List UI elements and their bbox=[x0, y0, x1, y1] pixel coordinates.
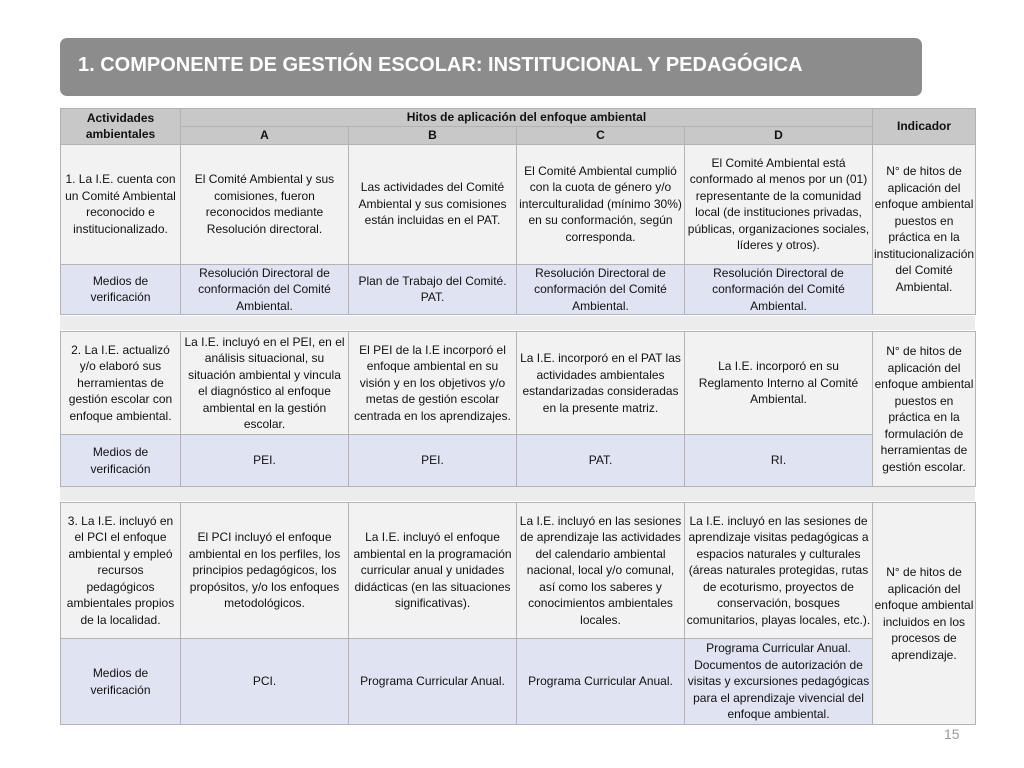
medios-c-cell: Resolución Directoral de conformación del Comité Ambiental. bbox=[517, 264, 685, 315]
header-letters-row bbox=[61, 127, 976, 145]
hito-d-cell: La I.E. incluyó en las sesiones de aprendizaje visitas pedagógicas a espacios naturales y culturales (áreas naturales protegidas, rutas de ecoturismo, proyectos de conservación, bosques comunitarios, playas locales, etc.). bbox=[685, 503, 873, 639]
medios-a-cell: Resolución Directoral de conformación del Comité Ambiental. bbox=[181, 264, 349, 315]
hito-a-cell: El Comité Ambiental y sus comisiones, fueron reconocidos mediante Resolución directoral. bbox=[181, 144, 349, 264]
title-bar bbox=[60, 38, 922, 96]
medios-label-cell: Medios de verificación bbox=[61, 639, 181, 725]
header-indicador: Indicador bbox=[873, 109, 976, 145]
hito-d-cell: La I.E. incorporó en su Reglamento Interno al Comité Ambiental. bbox=[685, 332, 873, 435]
header-col-b: B bbox=[349, 127, 517, 145]
header-col-c: C bbox=[517, 127, 685, 145]
block-separator bbox=[60, 316, 975, 330]
hito-d-cell: El Comité Ambiental está conformado al menos por un (01) representante de la comunidad local (de instituciones privadas, públicas, organizaciones sociales, líderes y otros). bbox=[685, 144, 873, 264]
header-col-a: A bbox=[181, 127, 349, 145]
header-hitos: Hitos de aplicación del enfoque ambiental bbox=[181, 109, 873, 127]
indicador-cell: N° de hitos de aplicación del enfoque ambiental puestos en práctica en la formulación de herramientas de gestión escolar. bbox=[873, 332, 976, 487]
table-block-1 bbox=[60, 108, 976, 315]
medios-label-cell: Medios de verificación bbox=[61, 264, 181, 315]
medios-b-cell: Plan de Trabajo del Comité. PAT. bbox=[349, 264, 517, 315]
header-col-d: D bbox=[685, 127, 873, 145]
medios-b-cell: Programa Curricular Anual. bbox=[349, 639, 517, 725]
page-title: 1. COMPONENTE DE GESTIÓN ESCOLAR: INSTITUCIONAL Y PEDAGÓGICA bbox=[78, 54, 803, 76]
medios-row bbox=[61, 639, 976, 725]
header-row bbox=[61, 109, 976, 127]
hito-b-cell: La I.E. incluyó el enfoque ambiental en la programación curricular anual y unidades didácticas (en las situaciones significativas). bbox=[349, 503, 517, 639]
actividad-cell: 3. La I.E. incluyó en el PCI el enfoque ambiental y empleó recursos pedagógicos ambientales propios de la localidad. bbox=[61, 503, 181, 639]
actividad-cell: 2. La I.E. actualizó y/o elaboró sus herramientas de gestión escolar con enfoque ambiental. bbox=[61, 332, 181, 435]
medios-b-cell: PEI. bbox=[349, 435, 517, 487]
medios-a-cell: PEI. bbox=[181, 435, 349, 487]
table-row bbox=[61, 503, 976, 639]
hito-a-cell: La I.E. incluyó en el PEI, en el análisis situacional, su situación ambiental y vincula el diagnóstico al enfoque ambiental en la gestión escolar. bbox=[181, 332, 349, 435]
medios-d-cell: Programa Curricular Anual. Documentos de autorización de visitas y excursiones pedagógicas para el aprendizaje vivencial del enfoque ambiental. bbox=[685, 639, 873, 725]
medios-row bbox=[61, 435, 976, 487]
hito-c-cell: La I.E. incluyó en las sesiones de aprendizaje las actividades del calendario ambiental nacional, local y/o comunal, así como los saberes y conocimientos ambientales locales. bbox=[517, 503, 685, 639]
hito-b-cell: El PEI de la I.E incorporó el enfoque ambiental en su visión y en los objetivos y/o metas de gestión escolar centrada en los aprendizajes. bbox=[349, 332, 517, 435]
indicador-cell: N° de hitos de aplicación del enfoque ambiental puestos en práctica en la institucionalización del Comité Ambiental. bbox=[873, 144, 976, 315]
indicador-cell: N° de hitos de aplicación del enfoque ambiental incluidos en los procesos de aprendizaje. bbox=[873, 503, 976, 725]
block-separator bbox=[60, 487, 975, 501]
medios-d-cell: RI. bbox=[685, 435, 873, 487]
table-block-2 bbox=[60, 331, 976, 487]
hito-c-cell: La I.E. incorporó en el PAT las actividades ambientales estandarizadas consideradas en la presente matriz. bbox=[517, 332, 685, 435]
header-actividades: Actividades ambientales bbox=[61, 109, 181, 145]
table-row bbox=[61, 332, 976, 435]
medios-c-cell: Programa Curricular Anual. bbox=[517, 639, 685, 725]
medios-label-cell: Medios de verificación bbox=[61, 435, 181, 487]
medios-d-cell: Resolución Directoral de conformación del Comité Ambiental. bbox=[685, 264, 873, 315]
medios-row bbox=[61, 264, 976, 315]
hito-c-cell: El Comité Ambiental cumplió con la cuota de género y/o interculturalidad (mínimo 30%) en su conformación, según corresponda. bbox=[517, 144, 685, 264]
hito-a-cell: El PCI incluyó el enfoque ambiental en los perfiles, los principios pedagógicos, los propósitos, y/o los enfoques metodológicos. bbox=[181, 503, 349, 639]
page-number: 15 bbox=[944, 726, 960, 742]
actividad-cell: 1. La I.E. cuenta con un Comité Ambiental reconocido e institucionalizado. bbox=[61, 144, 181, 264]
table-block-3 bbox=[60, 502, 976, 725]
table-row bbox=[61, 144, 976, 264]
medios-c-cell: PAT. bbox=[517, 435, 685, 487]
medios-a-cell: PCI. bbox=[181, 639, 349, 725]
hito-b-cell: Las actividades del Comité Ambiental y sus comisiones están incluidas en el PAT. bbox=[349, 144, 517, 264]
